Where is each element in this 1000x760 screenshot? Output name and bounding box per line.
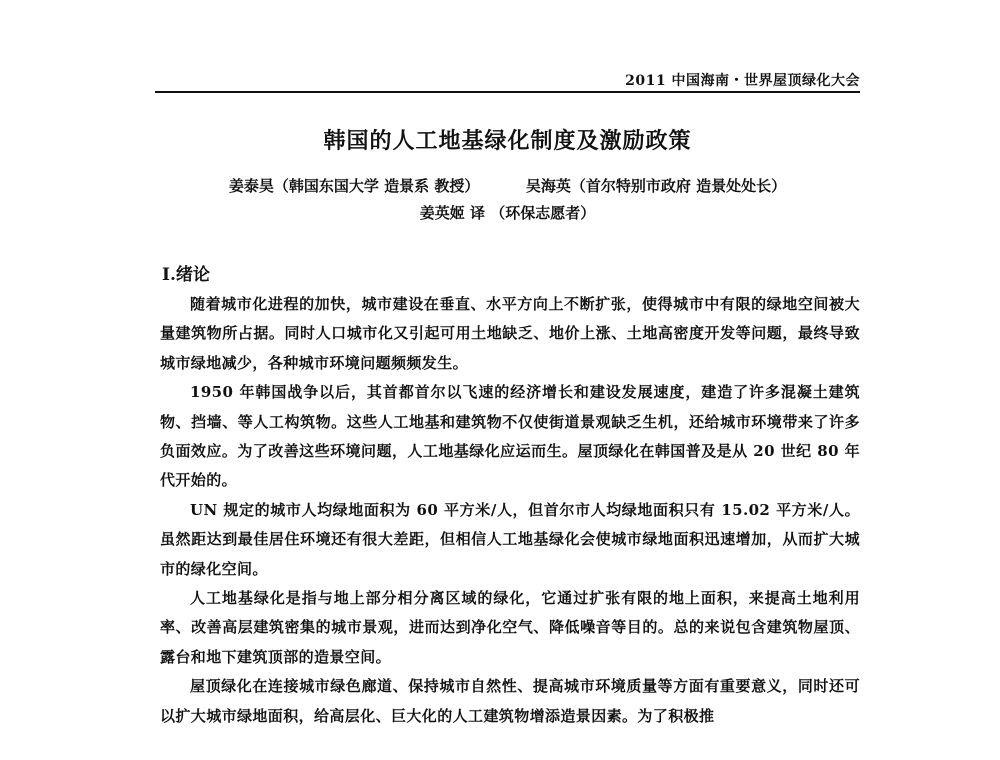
translator-line: 姜英姬 译 （环保志愿者） xyxy=(419,204,596,222)
running-header: 2011 中国海南・世界屋顶绿化大会 xyxy=(625,73,860,89)
section-heading: Ⅰ.绪论 xyxy=(162,265,210,285)
paragraph-5: 屋顶绿化在连接城市绿色廊道、保持城市自然性、提高城市环境质量等方面有重要意义，同时还可以扩大城市绿地面积，给高层化、巨大化的人工建筑物增添造景因素。为了积极推 xyxy=(160,677,860,725)
paragraph-1: 随着城市化进程的加快，城市建设在垂直、水平方向上不断扩张，使得城市中有限的绿地空间被大量建筑物所占据。同时人口城市化又引起可用土地缺乏、地价上涨、土地高密度开发等问题，最终导致城市绿地减少，各种城市环境问题频频发生。 xyxy=(160,295,860,372)
authors-line xyxy=(155,175,860,196)
header-rule xyxy=(155,91,860,93)
paragraph-2: 1950 年韩国战争以后，其首都首尔以飞速的经济增长和建设发展速度，建造了许多混凝土建筑物、挡墙、等人工构筑物。这些人工地基和建筑物不仅使街道景观缺乏生机，还给城市环境带来了许多负面效应。为了改善这些环境问题，人工地基绿化应运而生。屋顶绿化在韩国普及是从 20 世纪 80 年代开始的。 xyxy=(160,383,860,490)
paragraph-3: UN 规定的城市人均绿地面积为 60 平方米/人，但首尔市人均绿地面积只有 15.02 平方米/人。虽然距达到最佳居住环境还有很大差距，但相信人工地基绿化会使城市绿地面积迅速增加，从而扩大城市的绿化空间。 xyxy=(160,500,860,578)
author-1: 姜泰昊（韩国东国大学 造景系 教授） xyxy=(228,177,480,195)
body-text xyxy=(160,290,860,731)
author-2: 吴海英（首尔特别市政府 造景处处长） xyxy=(525,177,787,195)
article-title: 韩国的人工地基绿化制度及激励政策 xyxy=(323,129,692,154)
paragraph-4: 人工地基绿化是指与地上部分相分离区域的绿化，它通过扩张有限的地上面积，来提高土地利用率、改善高层建筑密集的城市景观，进而达到净化空气、降低噪音等目的。总的来说包含建筑物屋顶、露台和地下建筑顶部的造景空间。 xyxy=(160,589,860,666)
